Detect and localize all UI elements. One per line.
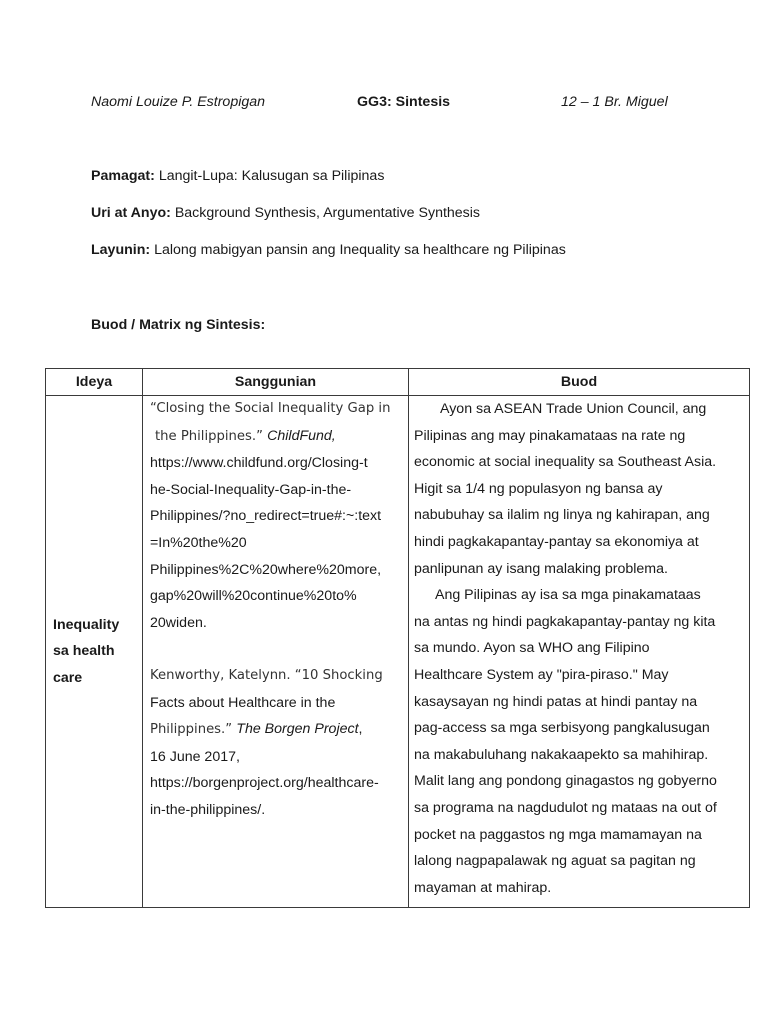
buod-line: mayaman at mahirap. [414,879,552,896]
buod-line: nabubuhay sa ilalim ng linya ng kahirapan, ang [414,507,710,524]
buod-line: pocket na paggastos ng mga mamamayan na [414,826,702,843]
buod-line: na antas ng hindi pagkakapantay-pantay ng kita [414,613,716,630]
citation-url-line: 20widen. [150,614,207,631]
citation-url-line: https://www.childfund.org/Closing-t [150,455,368,472]
section-name: 12 – 1 Br. Miguel [561,94,668,110]
citation-line [150,423,408,451]
buod-paragraph-1 [414,396,749,582]
ideya-line: Inequality [53,616,120,633]
buod-line: Healthcare System ay "pira-piraso." May [414,666,669,683]
citation-title-end: Philippines.” [150,722,233,738]
citation-date: 16 June 2017, [150,748,240,765]
citation-source: ChildFund, [267,427,336,444]
citation-line: “Closing the Social Inequality Gap in [150,401,391,416]
table-header-row [46,369,750,396]
ideya-cell [46,396,143,908]
buod-line: lalong nagpapalawak ng aguat sa pagitan ng [414,853,696,870]
pamagat-label: Pamagat: [91,168,155,184]
ideya-line: care [53,669,83,686]
citation-url-line: =In%20the%20 [150,534,247,551]
layunin-value: Lalong mabigyan pansin ang Inequality sa healthcare ng Pilipinas [154,242,566,258]
header-buod: Buod [409,369,750,396]
author-name: Naomi Louize P. Estropigan [91,94,266,110]
citation-url-line: https://borgenproject.org/healthcare- [150,775,379,792]
citation-url-line: in-the-philippines/. [150,801,266,818]
synthesis-matrix-table [45,368,750,908]
layunin-line [91,241,566,259]
citation-line: Kenworthy, Katelynn. “10 Shocking [150,667,383,683]
pamagat-value: Langit-Lupa: Kalusugan sa Pilipinas [158,168,385,184]
citation-childfund [150,396,408,636]
header-sanggunian: Sanggunian [143,369,409,396]
buod-line: panlipunan ay isang malaking problema. [414,560,668,577]
buod-line: hindi pagkakapantay-pantay sa ekonomiya at [414,533,699,550]
citation-url-line: Philippines/?no_redirect=true#:~:text [150,508,382,525]
buod-line: sa programa na nagdudulot ng mataas na out of [414,799,717,816]
layunin-label: Layunin: [91,242,151,258]
buod-line: Pilipinas ang may pinakamataas na rate ng [414,427,686,444]
citation-line: Facts about Healthcare in the [150,694,336,711]
table-row [46,396,750,908]
assignment-title: GG3: Sintesis [357,94,451,110]
buod-line: sa mundo. Ayon sa WHO ang Filipino [414,640,650,657]
buod-line: economic at social inequality sa Southeast Asia. [414,454,717,471]
uri-line [91,204,480,222]
pamagat-line [91,167,384,185]
header-ideya: Ideya [46,369,143,396]
buod-line: na makabuluhang nakakaapekto sa mahihirap. [414,746,709,763]
buod-cell [409,396,750,908]
buod-line: Malit lang ang pondong ginagastos ng gobyerno [414,773,717,790]
buod-line: Higit sa 1/4 ng populasyon ng bansa ay [414,480,663,497]
citation-title-end: the Philippines.” [155,428,263,444]
sanggunian-cell [143,396,409,908]
buod-line: pag-access sa mga serbisyong pangkalusugan [414,720,710,737]
matrix-heading: Buod / Matrix ng Sintesis: [91,317,266,333]
uri-value: Background Synthesis, Argumentative Synthesis [174,205,481,221]
citation-url-line: Philippines%2C%20where%20more, [150,561,382,578]
citation-url-line: he-Social-Inequality-Gap-in-the- [150,481,352,498]
citation-line: Philippines.” The Borgen Project, [150,721,363,738]
citation-url-line: gap%20will%20continue%20to% [150,588,357,605]
buod-line: Ang Pilipinas ay isa sa mga pinakamataas [435,587,701,604]
citation-borgen [150,663,408,824]
buod-paragraph-2 [414,582,749,901]
uri-label: Uri at Anyo: [91,205,171,221]
citation-source: The Borgen Project [236,721,359,738]
buod-line: kasaysayan ng hindi patas at hindi pantay na [414,693,698,710]
buod-line: Ayon sa ASEAN Trade Union Council, ang [440,401,707,417]
ideya-line: sa health [53,643,115,660]
